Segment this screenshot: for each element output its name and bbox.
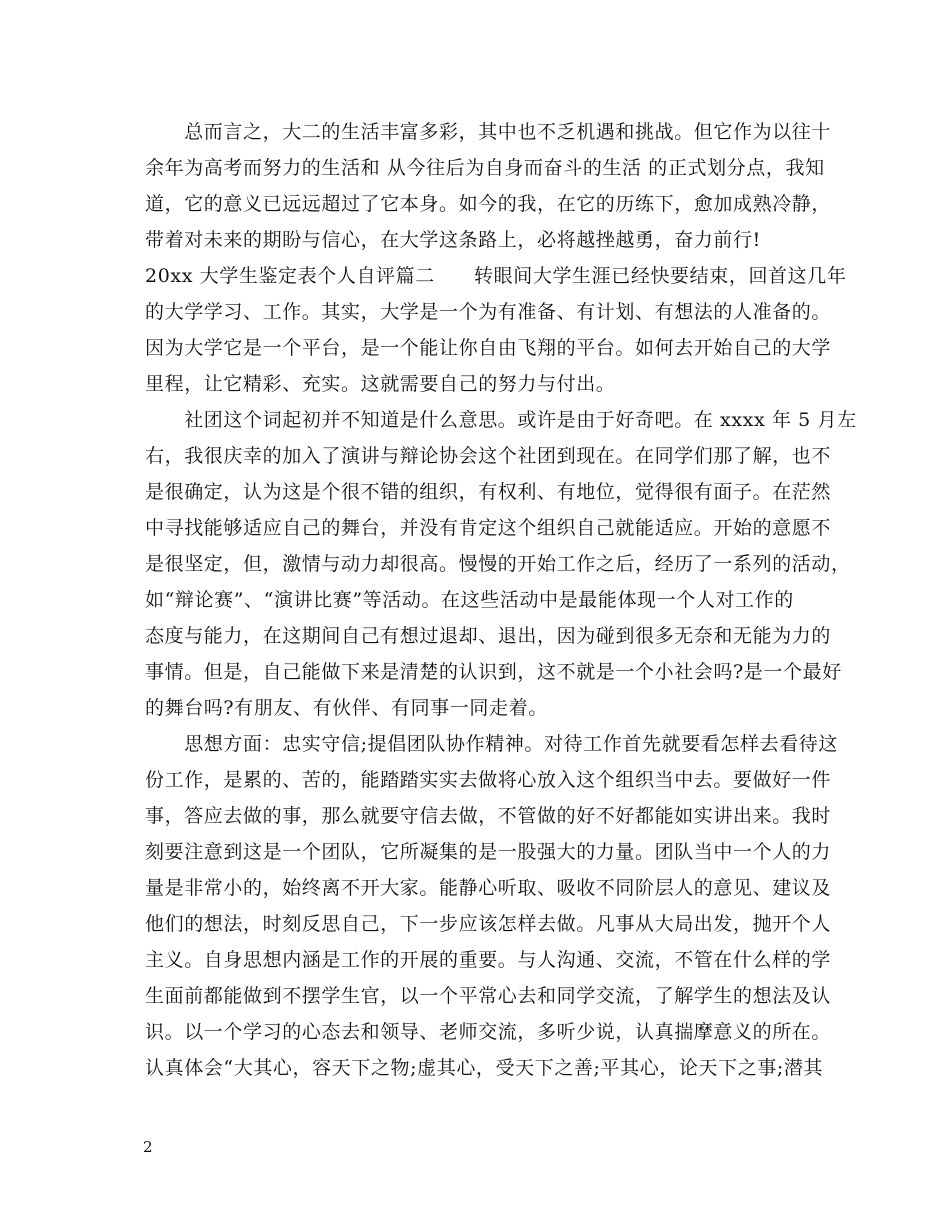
text-line: 是很坚定，但，激情与动力却很高。慢慢的开始工作之后，经历了一系列的活动， bbox=[145, 553, 851, 575]
text-line: 事情。但是，自己能做下来是清楚的认识到，这不就是一个小社会吗?是一个最好 bbox=[145, 661, 842, 683]
text-line: 思想方面：忠实守信;提倡团队协作精神。对待工作首先就要看怎样去看待这 bbox=[145, 733, 839, 755]
text-line: 右，我很庆幸的加入了演讲与辩论协会这个社团到现在。在同学们那了解，也不 bbox=[145, 445, 832, 467]
text-line: 主义。自身思想内涵是工作的开展的重要。与人沟通、交流，不管在什么样的学 bbox=[145, 949, 832, 971]
text-line: 识。以一个学习的心态去和领导、老师交流，多听少说，认真揣摩意义的所在。 bbox=[145, 1021, 832, 1043]
text-line: 余年为高考而努力的生活和 从今往后为自身而奋斗的生活 的正式划分点，我知 bbox=[145, 157, 825, 179]
text-line: 认真体会“大其心，容天下之物;虚其心，受天下之善;平其心，论天下之事;潜其 bbox=[145, 1057, 824, 1079]
text-line: 量是非常小的，始终离不开大家。能静心听取、吸收不同阶层人的意见、建议及 bbox=[145, 877, 832, 899]
text-line: 态度与能力，在这期间自己有想过退却、退出，因为碰到很多无奈和无能为力的 bbox=[145, 625, 832, 647]
text-line: 里程，让它精彩、充实。这就需要自己的努力与付出。 bbox=[145, 373, 616, 395]
text-line: 刻要注意到这是一个团队，它所凝集的是一股强大的力量。团队当中一个人的力 bbox=[145, 841, 832, 863]
text-line: 社团这个词起初并不知道是什么意思。或许是由于好奇吧。在 xxxx 年 5 月左 bbox=[145, 409, 857, 431]
text-line: 如“辩论赛”、“演讲比赛”等活动。在这些活动中是最能体现一个人对工作的 bbox=[145, 589, 794, 611]
text-line: 总而言之，大二的生活丰富多彩，其中也不乏机遇和挑战。但它作为以往十 bbox=[145, 121, 832, 143]
text-line: 生面前都能做到不摆学生官，以一个平常心去和同学交流，了解学生的想法及认 bbox=[145, 985, 832, 1007]
page-number: 2 bbox=[143, 1138, 153, 1156]
text-line: 是很确定，认为这是个很不错的组织，有权利、有地位，觉得很有面子。在茫然 bbox=[145, 481, 832, 503]
text-line: 道，它的意义已远远超过了它本身。如今的我，在它的历练下，愈加成熟冷静， bbox=[145, 193, 832, 215]
text-line: 中寻找能够适应自己的舞台，并没有肯定这个组织自己就能适应。开始的意愿不 bbox=[145, 517, 832, 539]
text-line: 的舞台吗?有朋友、有伙伴、有同事一同走着。 bbox=[145, 697, 548, 719]
text-line: 因为大学它是一个平台，是一个能让你自由飞翔的平台。如何去开始自己的大学 bbox=[145, 337, 832, 359]
text-line: 份工作，是累的、苦的，能踏踏实实去做将心放入这个组织当中去。要做好一件 bbox=[145, 769, 832, 791]
text-line: 的大学学习、工作。其实，大学是一个为有准备、有计划、有想法的人准备的。 bbox=[145, 301, 832, 323]
text-line: 事，答应去做的事，那么就要守信去做，不管做的好不好都能如实讲出来。我时 bbox=[145, 805, 832, 827]
text-line: 带着对未来的期盼与信心，在大学这条路上，必将越挫越勇，奋力前行! bbox=[145, 229, 761, 251]
text-line: 他们的想法，时刻反思自己，下一步应该怎样去做。凡事从大局出发，抛开个人 bbox=[145, 913, 832, 935]
text-line: 20xx 大学生鉴定表个人自评篇二 转眼间大学生涯已经快要结束，回首这几年 bbox=[145, 265, 847, 287]
